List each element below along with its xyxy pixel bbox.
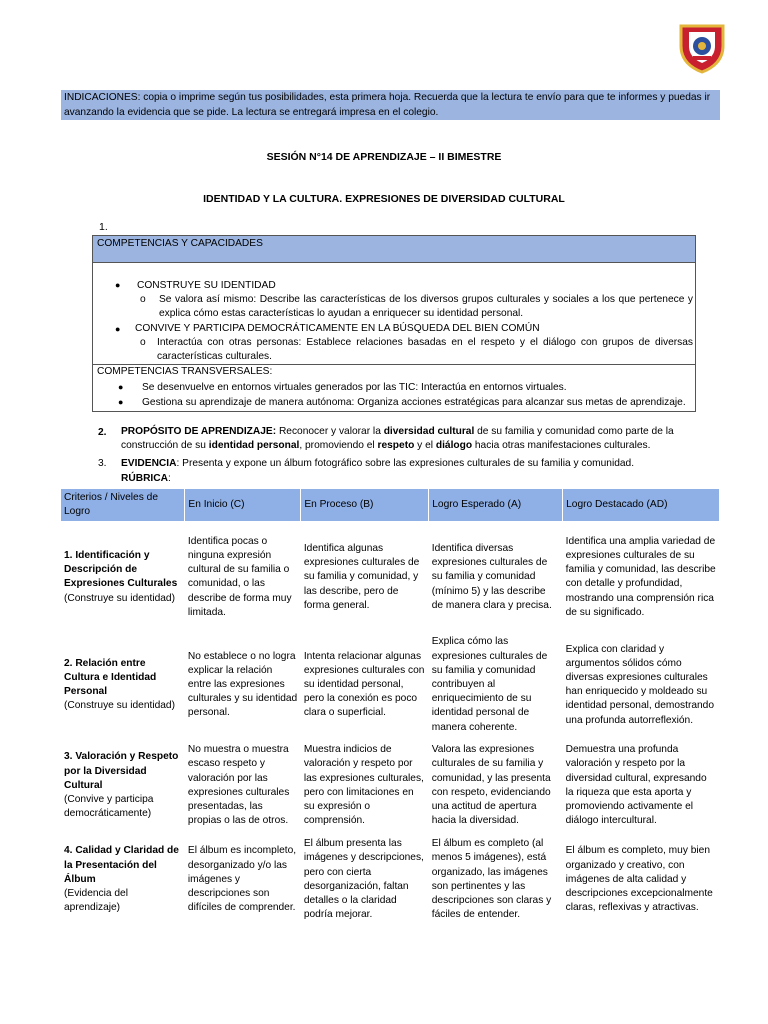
level-cell: Identifica pocas o ninguna expresión cultural de su familia o comunidad, o las describe de forma muy limitada. bbox=[187, 535, 292, 618]
level-cell: No muestra o muestra escaso respeto y valoración por las expresiones culturales presentadas, las propias o las de otros. bbox=[187, 744, 290, 827]
table-row bbox=[61, 737, 720, 835]
criteria-cell: 3. Valoración y Respeto por la Diversidad Cultural (Convive y participa democráticamente) bbox=[64, 751, 179, 820]
bullet-icon: ● bbox=[118, 397, 124, 407]
level-cell: Valora las expresiones culturales de su familia y comunidad, y las presenta con respeto, evidenciando una actitud de apertura hacia la diversidad. bbox=[431, 744, 551, 827]
indications-banner: INDICACIONES: copia o imprime según tus posibilidades, esta primera hoja. Recuerda que la lectura te envío para que te informes y puedas ir avanzando la evidencia que se pide. La lectura se entregará impresa en el colegio. bbox=[61, 90, 720, 120]
level-cell: Intenta relacionar algunas expresiones culturales con su identidad personal, pero la conexión es poco clara o superficial. bbox=[303, 650, 425, 719]
competency-1-detail: Se valora así mismo: Describe las características de los diversos grupos culturales y sociales a los que pertenece y explica cómo estas características lo ayudan a enriquecer su identidad personal. bbox=[159, 294, 693, 320]
criteria-cell: 2. Relación entre Cultura e Identidad Personal (Construye su identidad) bbox=[64, 657, 175, 712]
purpose-text: PROPÓSITO DE APRENDIZAJE: Reconocer y valorar la diversidad cultural de su familia y comunidad como parte de la construcción de su identidad personal, promoviendo el respeto y el diálogo hacia otras manifestaciones culturales. bbox=[121, 426, 674, 452]
topic-title: IDENTIDAD Y LA CULTURA. EXPRESIONES DE DIVERSIDAD CULTURAL bbox=[203, 193, 565, 205]
bullet-icon: ● bbox=[115, 324, 121, 334]
level-cell: Explica cómo las expresiones culturales de su familia y comunidad contribuyen al enriquecimiento de su identidad personal de manera coherente. bbox=[431, 636, 548, 733]
competencies-box bbox=[92, 235, 696, 412]
competencies-header: COMPETENCIAS Y CAPACIDADES bbox=[93, 236, 695, 263]
rubric-header-row bbox=[61, 489, 720, 521]
level-cell: El álbum es completo (al menos 5 imágenes), está organizado, las imágenes son pertinentes y las descripciones son claras y fáciles de entender. bbox=[431, 838, 552, 921]
circle-bullet-icon: o bbox=[140, 294, 146, 305]
level-cell: Demuestra una profunda valoración y respeto por la diversidad cultural, expresando la riqueza que esta aporta y promoviendo activamente el diálogo intercultural. bbox=[565, 744, 707, 827]
rubric-table bbox=[61, 489, 720, 925]
transversal-header: COMPETENCIAS TRANSVERSALES: bbox=[97, 366, 273, 377]
section-number: 1. bbox=[99, 221, 108, 233]
rubric-header-level: En Proceso (B) bbox=[301, 489, 429, 521]
purpose-number: 2. bbox=[98, 427, 107, 438]
transversal-item-1: Se desenvuelve en entornos virtuales generados por las TIC: Interactúa en entornos virtuales. bbox=[142, 382, 567, 393]
bullet-icon: ● bbox=[115, 280, 121, 290]
criteria-cell: 4. Calidad y Claridad de la Presentación del Álbum (Evidencia del aprendizaje) bbox=[64, 845, 179, 914]
rubric-header-criteria: Criterios / Niveles de Logro bbox=[61, 489, 185, 521]
competency-1-title: CONSTRUYE SU IDENTIDAD bbox=[137, 280, 276, 291]
rubric-label: RÚBRICA: bbox=[121, 473, 171, 484]
school-crest-logo bbox=[677, 22, 727, 74]
table-row bbox=[61, 835, 720, 925]
transversal-item-2: Gestiona su aprendizaje de manera autónoma: Organiza acciones estratégicas para alcanzar sus metas de aprendizaje. bbox=[142, 397, 686, 408]
level-cell: Muestra indicios de valoración y respeto por las expresiones culturales, pero con limitaciones en su expresión o comprensión. bbox=[303, 744, 424, 827]
circle-bullet-icon: o bbox=[140, 337, 146, 348]
table-row bbox=[61, 633, 720, 736]
evidence-number: 3. bbox=[98, 458, 107, 469]
level-cell: El álbum presenta las imágenes y descripciones, pero con cierta desorganización, faltan detalles o la claridad podría mejorar. bbox=[303, 838, 424, 921]
level-cell: Identifica una amplia variedad de expresiones culturales de su familia y comunidad, las describe con detalle y profundidad, mostrando una comprensión rica de su significado. bbox=[565, 535, 716, 618]
rubric-header-level: Logro Esperado (A) bbox=[429, 489, 563, 521]
level-cell: El álbum es completo, muy bien organizado y creativo, con imágenes de alta calidad y descripciones excepcionalmente claras, reflexivas y atractivas. bbox=[565, 845, 713, 914]
bullet-icon: ● bbox=[118, 382, 124, 392]
level-cell: Identifica algunas expresiones culturales de su familia y comunidad, y las describe, pero de forma general. bbox=[303, 542, 420, 611]
session-title: SESIÓN N°14 DE APRENDIZAJE – II BIMESTRE bbox=[266, 151, 502, 163]
competency-2-detail: Interactúa con otras personas: Establece relaciones basadas en el respeto y el diálogo con grupos de diversas características culturales. bbox=[157, 337, 693, 363]
table-row bbox=[61, 521, 720, 633]
rubric-header-level: En Inicio (C) bbox=[185, 489, 301, 521]
level-cell: Identifica diversas expresiones culturales de su familia y comunidad (mínimo 5) y las describe de manera clara y precisa. bbox=[431, 542, 552, 611]
level-cell: El álbum es incompleto, desorganizado y/o las imágenes y descripciones son difíciles de comprender. bbox=[187, 845, 297, 914]
competency-2-title: CONVIVE Y PARTICIPA DEMOCRÁTICAMENTE EN LA BÚSQUEDA DEL BIEN COMÚN bbox=[135, 323, 540, 334]
criteria-cell: 1. Identificación y Descripción de Expresiones Culturales (Construye su identidad) bbox=[64, 550, 178, 604]
evidence-text: EVIDENCIA: Presenta y expone un álbum fotográfico sobre las expresiones culturales de su familia y comunidad. bbox=[121, 458, 635, 469]
level-cell: Explica con claridad y argumentos sólidos cómo diversas expresiones culturales han enriquecido y moldeado su identidad personal, demostrando una profunda autorreflexión. bbox=[565, 643, 714, 726]
rubric-header-level: Logro Destacado (AD) bbox=[563, 489, 720, 521]
level-cell: No establece o no logra explicar la relación entre las expresiones culturales y su identidad personal. bbox=[187, 650, 298, 719]
